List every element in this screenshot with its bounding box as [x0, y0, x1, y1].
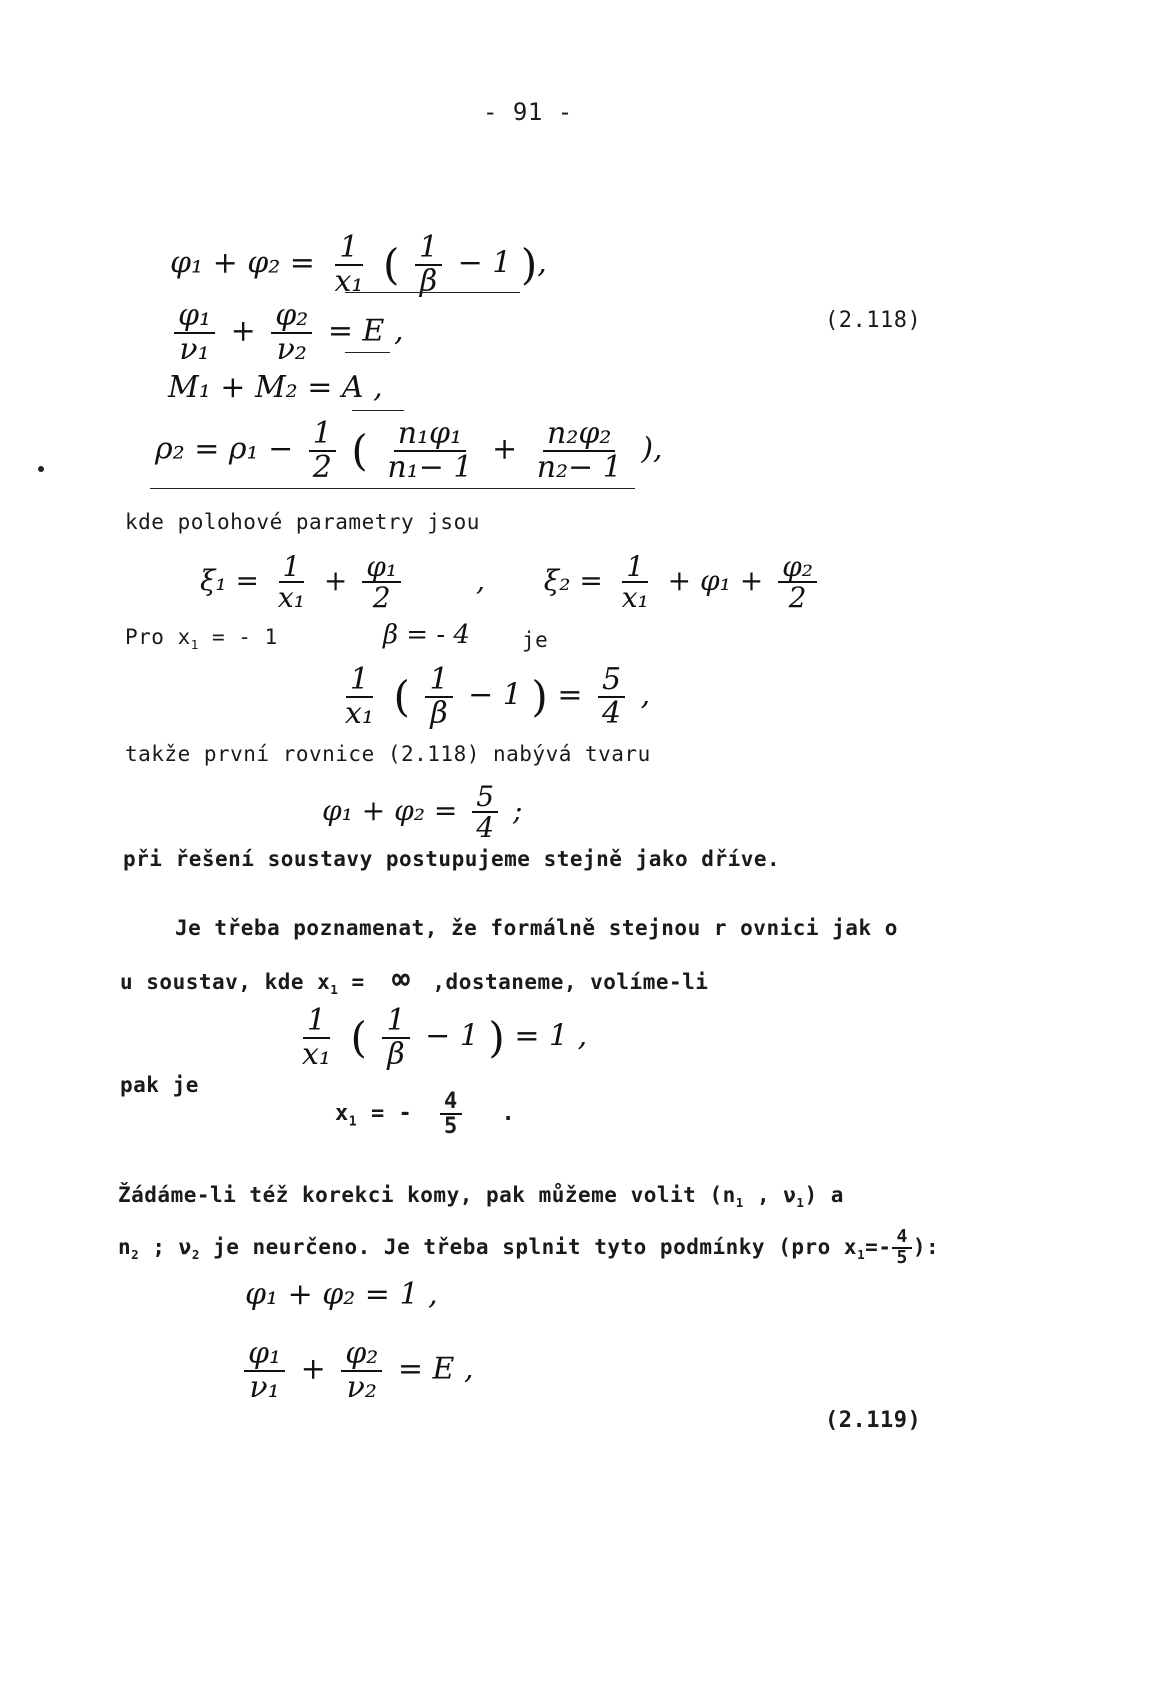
underline-3: [352, 410, 404, 411]
eq-2-118-line-4: ρ₂ = ρ₁ − $\frac{1}{2}$ ( $\frac{\text{n₁φ₁}}{\text{n₁− 1}}$ + $\frac{\text{n₂φ₂}}{\text{n₂− 1}}$ ),: [155, 416, 663, 485]
underline-1: [345, 292, 520, 293]
text-pak-je: pak je: [120, 1073, 199, 1097]
text-pri-reseni: při řešení soustavy postupujeme stejně jako dříve.: [123, 847, 781, 871]
fraction-1-over-beta: $\frac{1}{\beta}$: [415, 232, 442, 297]
eq-2-119-line-1: φ₁ + φ₂ = 1 ,: [245, 1277, 438, 1312]
margin-dot: [38, 466, 44, 472]
text-u-soustav: u soustav, kde $x_1$ = ∞ ,dostaneme, volíme-li: [120, 962, 709, 998]
eq-2-118-line-1: φ₁ + φ₂ = $\frac{1}{\text{x₁}}$ ( $\frac{1}{\beta}$ − 1 ),: [170, 230, 547, 299]
fraction-phi1-over-nu1: $\frac{\text{φ₁}}{\text{ν₁}}$: [174, 300, 215, 365]
text-takze: takže první rovnice (2.118) nabývá tvaru: [125, 742, 651, 766]
page-number: - 91 -: [483, 98, 573, 126]
equation-label-2-118: (2.118): [825, 308, 922, 333]
underline-4: [150, 488, 635, 489]
x1-result: $x_1$ = - $\frac{4}{5}$ .: [335, 1089, 516, 1140]
eq-2-118-line-2: $\frac{\text{φ₁}}{\text{ν₁}}$ + $\frac{\text{φ₂}}{\text{ν₂}}$ = E ,: [168, 300, 404, 365]
infinity-symbol: ∞: [391, 962, 411, 997]
text-kde-polohove: kde polohové parametry jsou: [125, 510, 480, 534]
text-n2-nu2: $n_2$ ; $\nu_2$ je neurčeno. Je třeba splnit tyto podmínky (pro $x_1=-$ $\frac{4}{5}$ ):: [118, 1226, 940, 1268]
eq-2-118-line-3: M₁ + M₂ = A ,: [168, 370, 383, 405]
text-zadame-li: Žádáme-li též korekci komy, pak můžeme volit ($n_1$ , $\nu_1$) a: [118, 1183, 844, 1211]
calculation-1: $\frac{1}{\text{x₁}}$ ( $\frac{1}{\beta}$ − 1 ) = $\frac{5}{4}$ ,: [345, 662, 651, 731]
beta-value: β = - 4: [383, 620, 470, 650]
fraction-1-over-2: $\frac{1}{2}$: [309, 418, 336, 483]
eq-2-119-line-2: $\frac{\text{φ₁}}{\text{ν₁}}$ + $\frac{\text{φ₂}}{\text{ν₂}}$ = E ,: [238, 1338, 474, 1403]
pro-line: Pro $x_1$ = - 1: [125, 625, 278, 653]
text-je-treba-poznamenat: Je třeba poznamenat, že formálně stejnou r ovnici jak o: [175, 916, 898, 940]
calculation-2: $\frac{1}{\text{x₁}}$ ( $\frac{1}{\beta}$ − 1 ) = 1 ,: [302, 1003, 588, 1072]
equation-phi-sum: φ₁ + φ₂ = $\frac{5}{4}$ ;: [322, 780, 523, 845]
fraction-n1phi1: $\frac{\text{n₁φ₁}}{\text{n₁− 1}}$: [387, 416, 473, 485]
fraction-1-over-x1: $\frac{1}{\text{x₁}}$: [334, 230, 364, 299]
je-word: je: [522, 628, 549, 652]
xi-definitions: ξ₁ = $\frac{1}{\text{x₁}}$ + $\frac{\text{φ₁}}{2}$ , ξ₂ = $\frac{1}{\text{x₁}}$ + φ₁ + $\frac{\text{φ₂}}{2}$: [200, 552, 823, 613]
fraction-n2phi2: $\frac{\text{n₂φ₂}}{\text{n₂− 1}}$: [536, 416, 622, 485]
underline-2: [345, 352, 390, 353]
fraction-phi2-over-nu2: $\frac{\text{φ₂}}{\text{ν₂}}$: [271, 300, 312, 365]
eq-line1-lhs: φ₁ + φ₂ =: [170, 245, 315, 281]
equation-label-2-119: (2.119): [825, 1408, 922, 1433]
